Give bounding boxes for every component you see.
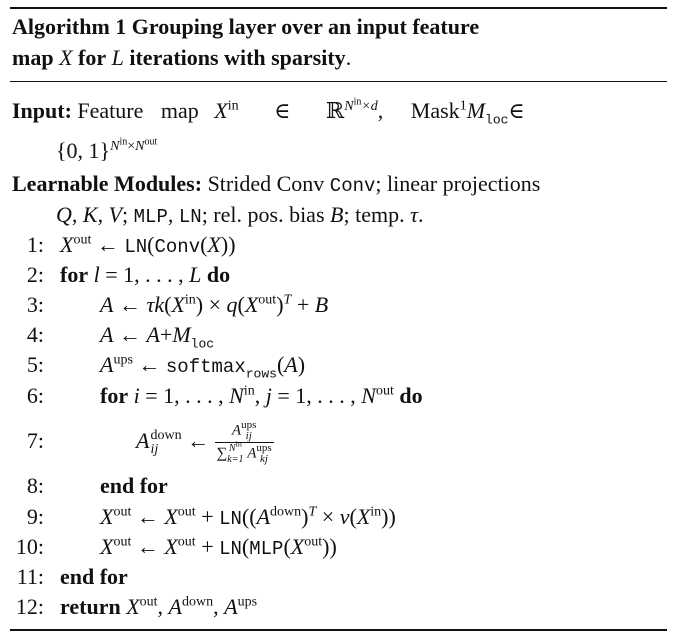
l7-fraction — [215, 420, 274, 465]
algo-line-8: end for — [100, 473, 168, 498]
l7-denominator — [215, 440, 274, 466]
title-word-iterations: iterations with sparsity — [129, 45, 346, 70]
l7-sum-n: N — [228, 443, 236, 455]
l6-i: i — [133, 383, 140, 408]
l10-plus: + — [195, 534, 220, 559]
learnable-b: B — [330, 202, 344, 227]
l1-x: X — [60, 232, 74, 257]
l10-x: X — [100, 534, 114, 559]
l9-a-sup: down — [270, 504, 302, 520]
learnable-text-b: ; linear projections — [375, 171, 541, 196]
algorithm-title-text: Grouping layer over an input feature — [131, 14, 480, 39]
l4-a: A — [100, 322, 114, 347]
l6-n-2: N — [361, 383, 376, 408]
line-number-5: 5: — [26, 352, 44, 377]
learnable-text-c: ; rel. pos. bias — [201, 202, 325, 227]
algo-line-10 — [100, 534, 337, 562]
l3-close-2: ) — [276, 292, 284, 317]
l3-arrow: ← — [118, 292, 141, 317]
l3-a: A — [100, 292, 114, 317]
l7-a-sup: down — [150, 427, 182, 443]
learnable-mlp: MLP — [133, 206, 168, 228]
l6-n-sup: in — [243, 383, 255, 399]
l3-x-2: X — [244, 292, 259, 317]
l9-arrow: ← — [136, 504, 159, 529]
learnable-k: K — [82, 202, 98, 227]
l3-x-sup: in — [184, 292, 196, 308]
l12-a-2: A — [224, 594, 238, 619]
algo-line-9 — [100, 504, 396, 532]
l12-comma: , — [157, 594, 169, 619]
l10-x-sup: out — [113, 534, 132, 550]
line-number-11: 11: — [16, 564, 44, 589]
l10-x-sup-3: out — [304, 534, 323, 550]
l12-x-sup: out — [139, 594, 158, 610]
line-number-9: 9: — [26, 504, 44, 529]
l7-sum-sub: k=1 — [227, 454, 244, 466]
l6-for: for — [100, 383, 129, 408]
input-comma: , — [377, 98, 384, 123]
input-m-var: M — [466, 98, 486, 123]
learnable-text-d: ; temp. — [343, 202, 405, 227]
l10-x-3: X — [290, 534, 305, 559]
l9-x-2: X — [164, 504, 178, 529]
title-var-x: X — [59, 45, 73, 70]
l4-plus: + — [159, 322, 173, 347]
l10-open-2: ( — [283, 534, 291, 559]
set-sup-n1: N — [110, 138, 120, 154]
l12-a-sup: down — [182, 594, 214, 610]
learnable-conv: Conv — [329, 175, 376, 197]
l12-comma-2: , — [213, 594, 225, 619]
l3-times: × — [203, 292, 227, 317]
l3-t-sup: T — [283, 292, 292, 308]
l1-arrow: ← — [96, 232, 119, 257]
l5-a: A — [100, 352, 114, 377]
l9-x: X — [100, 504, 114, 529]
line-number-6: 6: — [26, 383, 44, 408]
set-sup-out: out — [144, 136, 158, 148]
l9-a: A — [256, 504, 271, 529]
l7-sum: ∑ — [216, 445, 228, 462]
input-m-sub: loc — [485, 112, 509, 128]
l5-softmax-sub: rows — [245, 366, 277, 382]
l3-open: ( — [164, 292, 172, 317]
line-number-7: 7: — [26, 428, 44, 453]
l5-a-arg: A — [284, 352, 298, 377]
l7-numerator — [215, 420, 274, 443]
l2-range: = 1, . . . , — [99, 262, 190, 287]
learnable-text-a: Strided Conv — [207, 171, 325, 196]
l4-a-2: A — [146, 322, 160, 347]
l6-do: do — [399, 383, 423, 408]
input-mask-text: Mask — [410, 98, 460, 123]
title-period: . — [345, 45, 352, 70]
algorithm-title-line-1 — [12, 14, 479, 40]
bottom-rule — [10, 629, 667, 631]
learnable-comma-3: , — [167, 202, 174, 227]
line-number-3: 3: — [26, 292, 44, 317]
input-x: X — [214, 98, 228, 123]
top-rule — [10, 7, 667, 9]
input-set: {0, 1} — [56, 138, 111, 163]
l3-close: ) — [195, 292, 204, 317]
l9-open-2: ( — [349, 504, 357, 529]
l12-a: A — [168, 594, 182, 619]
l1-close-2: ) — [228, 232, 236, 257]
algo-line-7 — [136, 412, 274, 470]
algo-line-1 — [60, 232, 236, 260]
l2-for: for — [60, 262, 89, 287]
title-word-for: for — [78, 45, 107, 70]
l1-open-2: ( — [200, 232, 208, 257]
l10-mlp: MLP — [249, 538, 284, 560]
l9-times: × — [316, 504, 340, 529]
l7-a: A — [136, 428, 150, 453]
l7-num-sub: ij — [245, 430, 252, 443]
learnable-comma-2: , — [97, 202, 104, 227]
l12-a-sup-2: ups — [237, 594, 258, 610]
l9-x-sup: out — [113, 504, 132, 520]
input-label: Input: — [12, 98, 72, 123]
reals-sup-n: N — [344, 98, 354, 114]
l9-close-2: )) — [381, 504, 396, 529]
l9-open: (( — [241, 504, 257, 529]
algo-line-4 — [100, 322, 215, 352]
input-in-symbol: ∈ — [274, 98, 291, 123]
l2-l: l — [93, 262, 100, 287]
l3-q: q — [226, 292, 238, 317]
l10-close: )) — [322, 534, 337, 559]
l9-x-3: X — [356, 504, 371, 529]
l7-a-sub: ij — [150, 441, 159, 457]
title-word-map: map — [12, 45, 54, 70]
l3-x: X — [171, 292, 185, 317]
set-sup-in: in — [119, 136, 128, 148]
algorithm-title-line-2 — [12, 45, 351, 71]
input-in-symbol-2: ∈ — [508, 98, 525, 123]
reals-sup-rest: ×d — [361, 98, 378, 114]
input-feature-text: Feature map — [77, 98, 199, 123]
algo-line-5 — [100, 352, 305, 380]
l5-a-sup: ups — [113, 352, 133, 368]
l1-ln: LN — [124, 236, 148, 258]
l5-softmax: softmax — [165, 356, 246, 378]
algo-line-3 — [100, 292, 328, 318]
l3-x-sup-2: out — [258, 292, 277, 308]
l2-do: do — [206, 262, 231, 287]
l6-n-sup-2: out — [375, 383, 394, 399]
l9-x-sup-2: out — [177, 504, 196, 520]
l9-t-sup: T — [308, 504, 317, 520]
l10-x-sup-2: out — [177, 534, 196, 550]
set-sup-n2: N — [135, 138, 145, 154]
l12-return: return — [60, 594, 121, 619]
l10-arrow: ← — [136, 534, 159, 559]
l10-x-2: X — [164, 534, 178, 559]
line-number-10: 10: — [15, 534, 44, 559]
l6-range-1: = 1, . . . , — [139, 383, 230, 408]
input-reals: ℝ — [325, 98, 345, 123]
algo-line-6 — [100, 383, 423, 409]
learnable-period: . — [417, 202, 424, 227]
learnable-ln: LN — [178, 206, 202, 228]
input-set-line — [56, 138, 157, 164]
line-number-2: 2: — [26, 262, 44, 287]
reals-sup-in: in — [353, 96, 362, 108]
l9-close: ) — [301, 504, 309, 529]
l7-den-sup: ups — [256, 442, 272, 455]
l6-n: N — [229, 383, 244, 408]
mid-rule — [10, 81, 667, 82]
algo-line-12 — [60, 594, 257, 620]
learnable-line-2 — [56, 202, 423, 230]
l10-ln: LN — [219, 538, 242, 560]
l12-x: X — [126, 594, 140, 619]
l7-num-a: A — [231, 422, 242, 439]
l6-j: j — [265, 383, 272, 408]
line-number-4: 4: — [26, 322, 44, 347]
l4-m-sub: loc — [190, 336, 215, 352]
line-number-8: 8: — [26, 473, 44, 498]
learnable-v: V — [108, 202, 123, 227]
line-number-12: 12: — [15, 594, 44, 619]
l3-b: B — [314, 292, 329, 317]
title-var-l: L — [111, 45, 124, 70]
l6-comma: , — [254, 383, 266, 408]
input-line — [12, 96, 525, 128]
l1-x-sup: out — [73, 232, 92, 248]
algorithm-label: Algorithm 1 — [12, 14, 127, 39]
l7-num-sup: ups — [241, 419, 257, 432]
l4-arrow: ← — [118, 322, 141, 347]
learnable-q: Q — [56, 202, 72, 227]
l4-m: M — [172, 322, 191, 347]
l9-ln: LN — [219, 508, 242, 530]
input-footnote: 1 — [459, 98, 467, 114]
l7-sum-n-sup: in — [235, 440, 242, 450]
l9-v: v — [339, 504, 350, 529]
l5-open: ( — [276, 352, 285, 377]
l9-x-sup-3: in — [370, 504, 382, 520]
l1-close: ) — [220, 232, 229, 257]
l3-plus: + — [291, 292, 315, 317]
l1-open: ( — [147, 232, 155, 257]
l3-open-2: ( — [237, 292, 245, 317]
l9-plus: + — [195, 504, 220, 529]
l7-arrow: ← — [187, 428, 210, 453]
learnable-tau: τ — [410, 202, 418, 227]
l1-x-arg: X — [207, 232, 221, 257]
l10-open: ( — [241, 534, 250, 559]
learnable-semicolon-1: ; — [122, 202, 129, 227]
l7-den-sub: kj — [260, 453, 268, 466]
l7-den-a: A — [247, 445, 257, 462]
input-x-sup: in — [227, 98, 239, 114]
l2-L: L — [189, 262, 202, 287]
l5-arrow: ← — [138, 352, 161, 377]
set-sup-times: × — [127, 138, 136, 154]
l3-tau: τ — [146, 292, 155, 317]
l5-close: ) — [297, 352, 306, 377]
l6-range-2: = 1, . . . , — [271, 383, 362, 408]
learnable-line — [12, 171, 540, 199]
algo-line-2 — [60, 262, 230, 288]
l3-k: k — [154, 292, 165, 317]
learnable-comma-1: , — [71, 202, 78, 227]
learnable-label: Learnable Modules: — [12, 171, 203, 196]
l1-conv: Conv — [154, 236, 201, 258]
line-number-1: 1: — [26, 232, 44, 257]
algo-line-11: end for — [60, 564, 128, 589]
